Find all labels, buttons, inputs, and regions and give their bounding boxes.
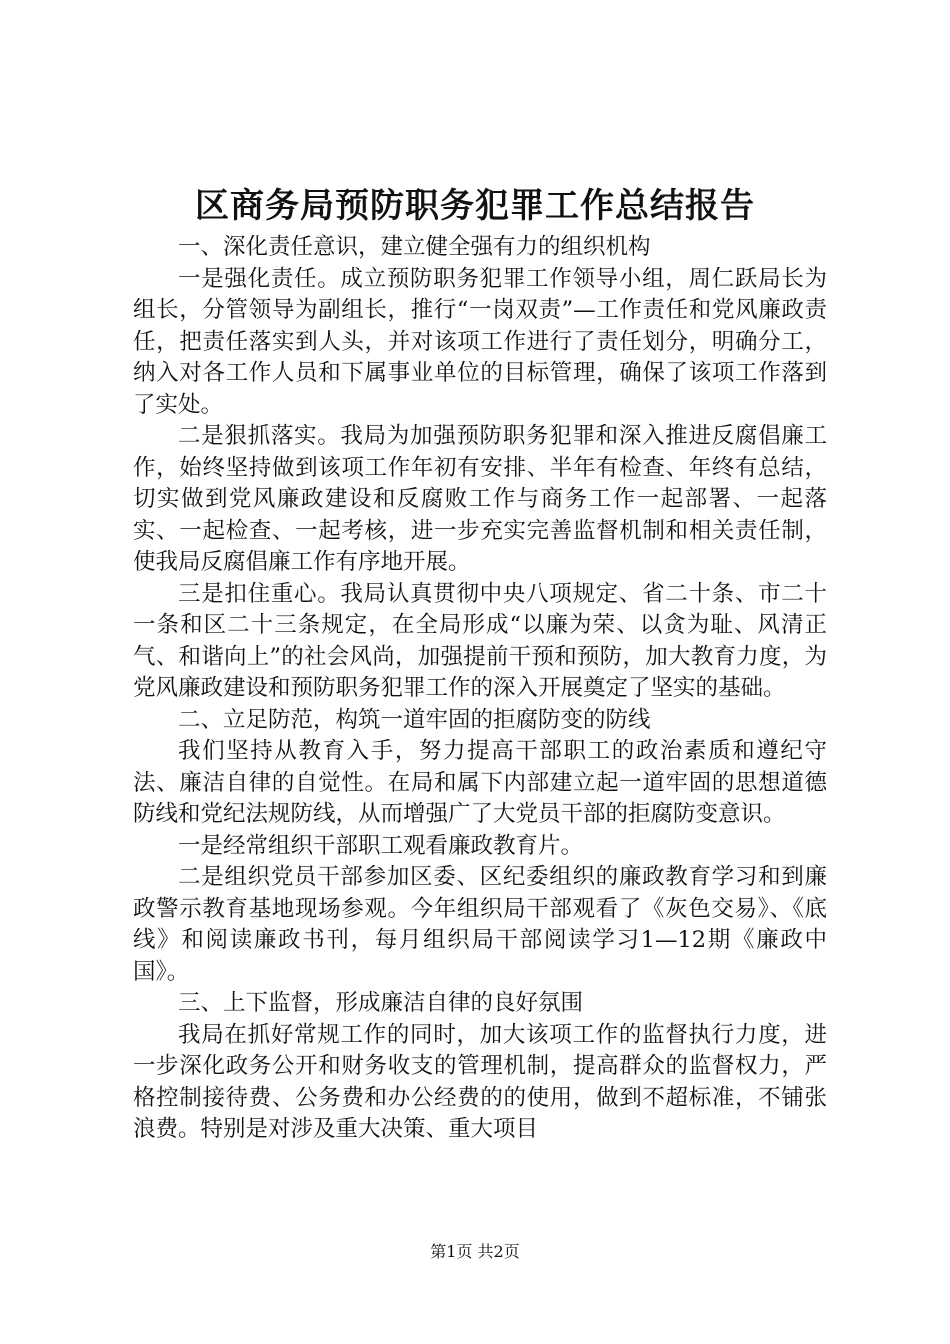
body-paragraph: 我们坚持从教育入手，努力提高干部职工的政治素质和遵纪守法、廉洁自律的自觉性。在局和属下内部建立起一道牢固的思想道德防线和党纪法规防线，从而增强广了大党员干部的拒腐防变意识。 <box>133 738 827 827</box>
body-paragraph: 三是扣住重心。我局认真贯彻中央八项规定、省二十条、市二十一条和区二十三条规定，在全局形成“以廉为荣、以贪为耻、风清正气、和谐向上”的社会风尚，加强提前干预和预防，加大教育力度，为党风廉政建设和预防职务犯罪工作的深入开展奠定了坚实的基础。 <box>133 580 827 701</box>
body-paragraph: 一是经常组织干部职工观看廉政教育片。 <box>178 832 584 859</box>
section-heading-2: 二、立足防范，构筑一道牢固的拒腐防变的防线 <box>178 706 651 733</box>
body-paragraph: 二是组织党员干部参加区委、区纪委组织的廉政教育学习和到廉政警示教育基地现场参观。今年组织局干部观看了《灰色交易》、《底线》和阅读廉政书刊，每月组织局干部阅读学习1—12期《廉政中国》。 <box>133 864 827 985</box>
page-footer: 第1页 共2页 <box>430 1242 520 1261</box>
document-title: 区商务局预防职务犯罪工作总结报告 <box>195 186 755 226</box>
body-paragraph: 一是强化责任。成立预防职务犯罪工作领导小组，周仁跃局长为组长，分管领导为副组长，推行“一岗双责”—工作责任和党风廉政责任，把责任落实到人头，并对该项工作进行了责任划分，明确分工，纳入对各工作人员和下属事业单位的目标管理，确保了该项工作落到了实处。 <box>133 265 827 418</box>
section-heading-1: 一、深化责任意识，建立健全强有力的组织机构 <box>178 234 651 260</box>
body-paragraph: 二是狠抓落实。我局为加强预防职务犯罪和深入推进反腐倡廉工作，始终坚持做到该项工作年初有安排、半年有检查、年终有总结，切实做到党风廉政建设和反腐败工作与商务工作一起部署、一起落实、一起检查、一起考核，进一步充实完善监督机制和相关责任制，使我局反腐倡廉工作有序地开展。 <box>133 423 827 575</box>
body-paragraph: 我局在抓好常规工作的同时，加大该项工作的监督执行力度，进一步深化政务公开和财务收支的管理机制，提高群众的监督权力，严格控制接待费、公务费和办公经费的的使用，做到不超标准，不铺张浪费。特别是对涉及重大决策、重大项目 <box>133 1021 827 1142</box>
section-heading-3: 三、上下监督，形成廉洁自律的良好氛围 <box>178 990 584 1016</box>
document-body <box>133 232 827 1146</box>
